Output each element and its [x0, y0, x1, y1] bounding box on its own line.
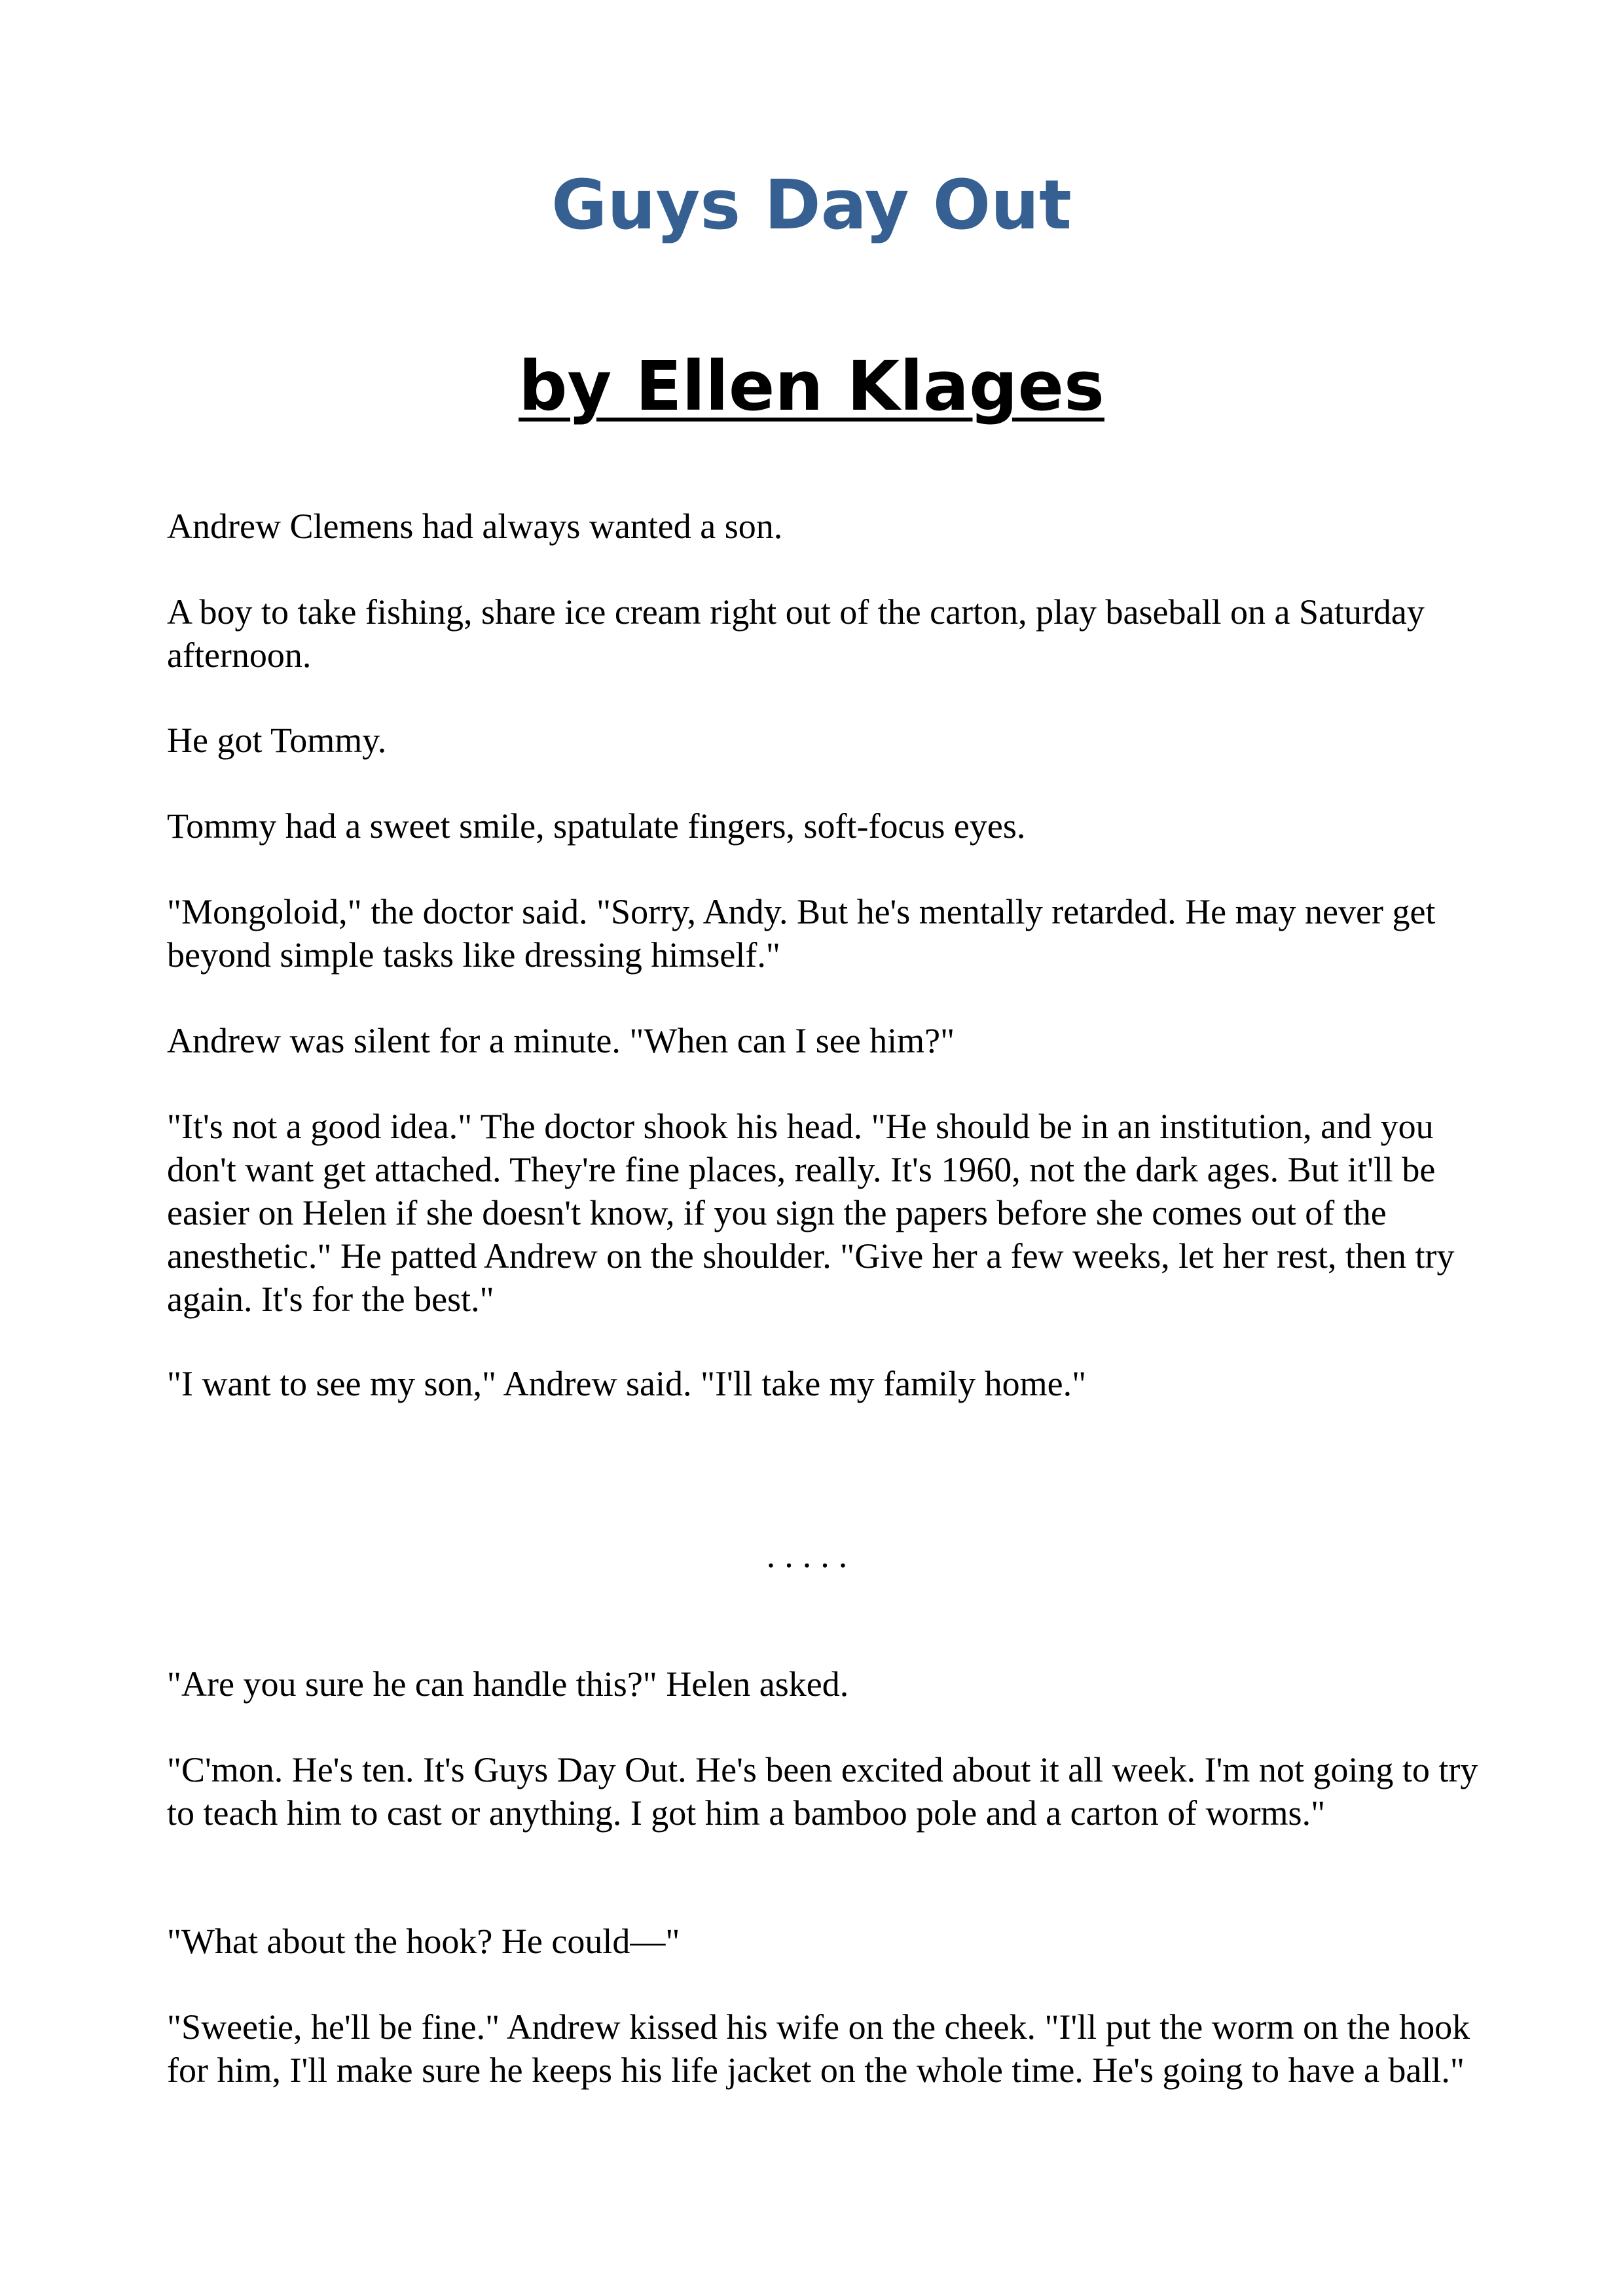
paragraph-1: Andrew Clemens had always wanted a son. [167, 507, 783, 546]
section-separator: ..... [766, 1535, 857, 1575]
paragraph-8: "I want to see my son," Andrew said. "I'll take my family home." [167, 1364, 1087, 1403]
paragraph-3: He got Tommy. [167, 721, 387, 760]
paragraph-2: A boy to take fishing, share ice cream right out of the carton, play baseball on a Saturday afternoon. [167, 592, 1425, 675]
story-byline [0, 344, 1623, 429]
byline-text: by Ellen Klages [519, 346, 1104, 426]
story-title: Guys Day Out [551, 165, 1072, 245]
paragraph-6: Andrew was silent for a minute. "When can I see him?" [167, 1021, 955, 1060]
paragraph-5: "Mongoloid," the doctor said. "Sorry, Andy. But he's mentally retarded. He may never get beyond simple tasks like dressing himself." [167, 892, 1436, 975]
paragraph-9: "Are you sure he can handle this?" Helen asked. [167, 1664, 849, 1704]
paragraph-11: "What about the hook? He could—" [167, 1922, 680, 1961]
paragraph-10: "C'mon. He's ten. It's Guys Day Out. He's been excited about it all week. I'm not going to try to teach him to cast or anything. I got him a bamboo pole and a carton of worms." [167, 1750, 1478, 1833]
paragraph-7: "It's not a good idea." The doctor shook his head. "He should be in an institution, and you don't want get attached. They're fine places, really. It's 1960, not the dark ages. But it'll be easier on Helen if she doesn't know, if you sign the papers before she comes out of the anesthetic." He patted Andrew on the shoulder. "Give her a few weeks, let her rest, then try again. It's for the best." [167, 1107, 1455, 1319]
paragraph-4: Tommy had a sweet smile, spatulate fingers, soft-focus eyes. [167, 806, 1026, 846]
paragraph-12: "Sweetie, he'll be fine." Andrew kissed his wife on the cheek. "I'll put the worm on the hook for him, I'll make sure he keeps his life jacket on the whole time. He's going to have a ball." [167, 2007, 1470, 2090]
